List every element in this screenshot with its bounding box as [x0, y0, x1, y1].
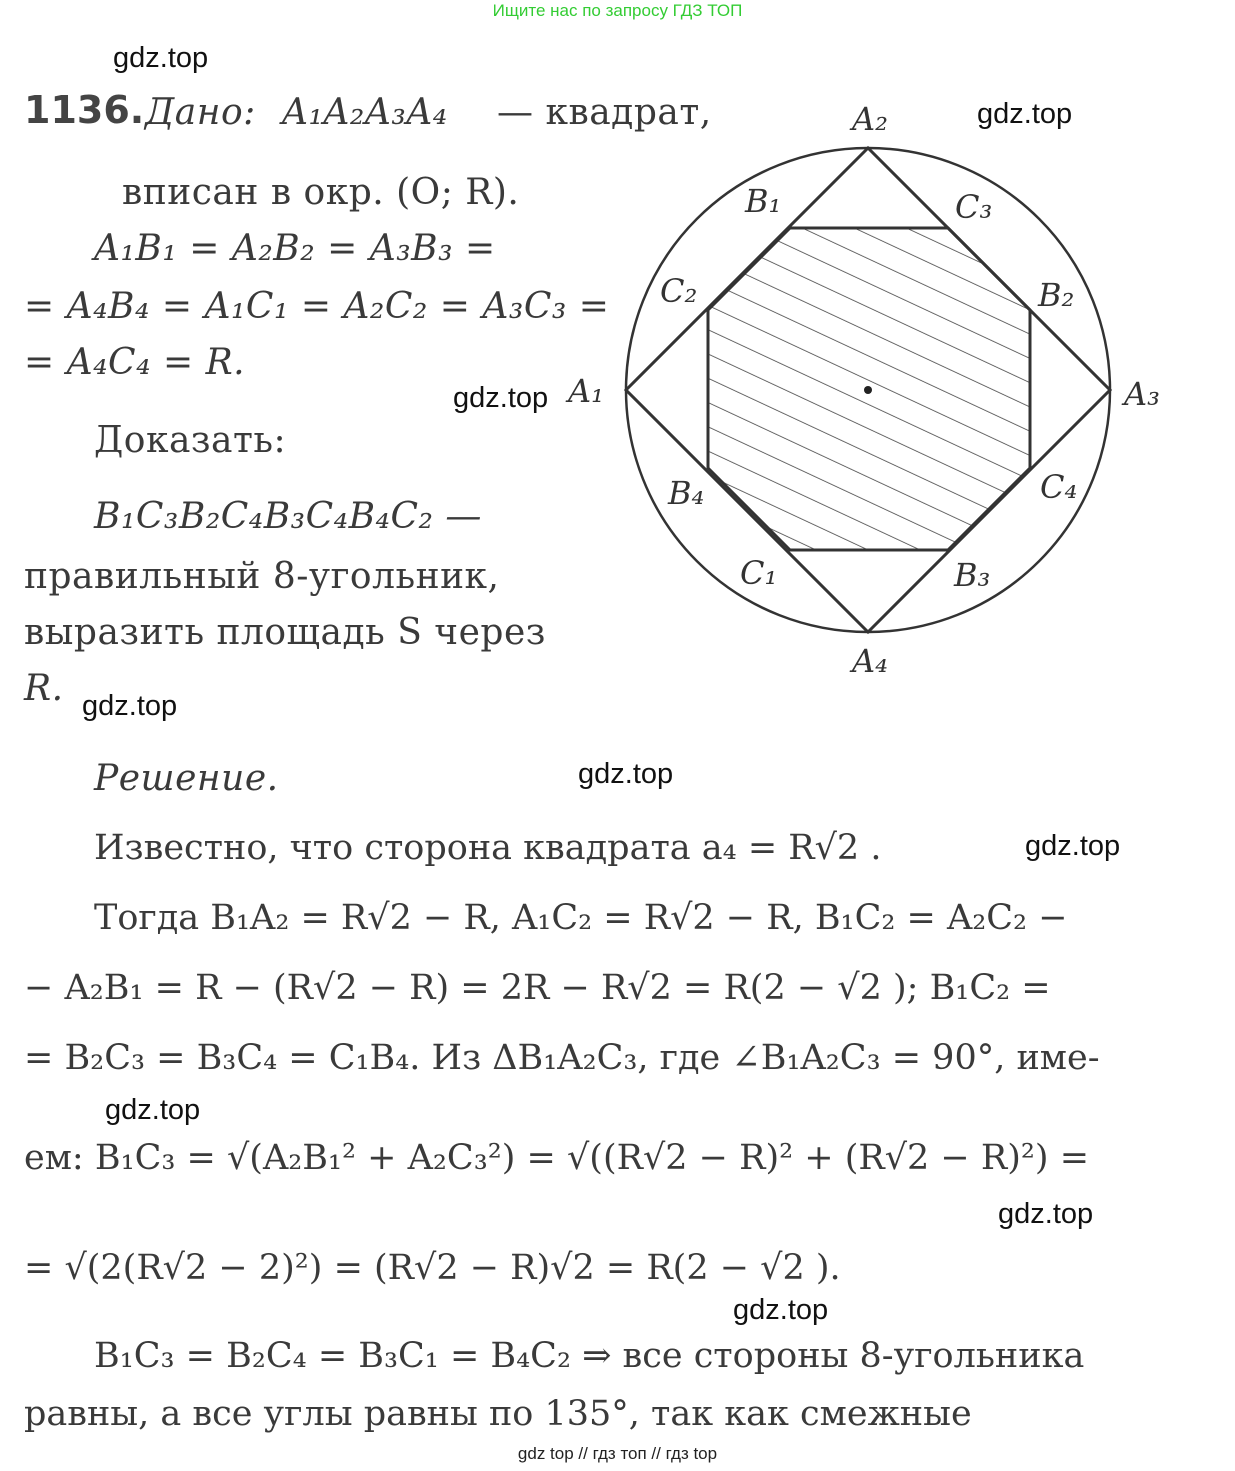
label-B4: B₄	[668, 474, 705, 512]
watermark: gdz.top	[998, 1198, 1094, 1230]
label-C3: C₃	[955, 188, 993, 226]
solution-line-6: = √(2(R√2 − 2)²) = (R√2 − R)√2 = R(2 − √2 ).	[24, 1248, 841, 1288]
given-eq1: A₁B₁ = A₂B₂ = A₃B₃ =	[94, 228, 496, 269]
label-B2: B₂	[1038, 276, 1075, 314]
given-square: A₁A₂A₃A₄	[282, 92, 448, 133]
solution-line-2: Тогда B₁A₂ = R√2 − R, A₁C₂ = R√2 − R, B₁C₂ = A₂C₂ −	[94, 898, 1068, 938]
watermark: gdz.top	[733, 1294, 829, 1326]
watermark: gdz.top	[578, 758, 674, 790]
label-A3: A₃	[1124, 375, 1160, 413]
solution-line-1: Известно, что сторона квадрата a₄ = R√2 .	[94, 828, 882, 868]
solution-line-7: B₁C₃ = B₂C₄ = B₃C₁ = B₄C₂ ⇒ все стороны 8-угольника	[94, 1336, 1085, 1376]
solution-line-8: равны, а все углы равны по 135°, так как смежные	[24, 1394, 972, 1434]
solution-line-4: = B₂C₃ = B₃C₄ = C₁B₄. Из ΔB₁A₂C₃, где ∠B₁A₂C₃ = 90°, име-	[24, 1038, 1100, 1078]
given-line2: вписан в окр. (O; R).	[122, 172, 520, 213]
geometry-figure	[560, 90, 1190, 700]
solution-line-5: ем: B₁C₃ = √(A₂B₁² + A₂C₃²) = √((R√2 − R)² + (R√2 − R)²) =	[24, 1138, 1090, 1178]
label-B3: B₃	[954, 556, 991, 594]
search-banner[interactable]: Ищите нас по запросу ГДЗ ТОП	[492, 1, 743, 20]
label-C4: C₄	[1040, 468, 1078, 506]
given-label: Дано:	[145, 92, 256, 133]
problem-number: 1136.	[24, 88, 145, 132]
watermark: gdz.top	[82, 690, 178, 722]
center-point	[864, 386, 872, 394]
label-A4: A₄	[852, 642, 888, 680]
label-C1: C₁	[740, 554, 778, 592]
prove-line4: R.	[24, 668, 64, 709]
prove-line3: выразить площадь S через	[24, 612, 546, 653]
prove-label: Доказать:	[94, 420, 287, 461]
prove-octagon: B₁C₃B₂C₄B₃C₄B₄C₂ —	[94, 496, 482, 537]
watermark: gdz.top	[105, 1094, 201, 1126]
label-A2: A₂	[852, 100, 888, 138]
given-eq2: = A₄B₄ = A₁C₁ = A₂C₂ = A₃C₃ =	[24, 286, 610, 327]
label-C2: C₂	[660, 272, 698, 310]
label-A1: A₁	[568, 372, 604, 410]
given-eq3: = A₄C₄ = R.	[24, 342, 246, 383]
prove-line2: правильный 8-угольник,	[24, 556, 500, 597]
watermark: gdz.top	[453, 382, 549, 414]
footer-links[interactable]: gdz top // гдз топ // гдз top	[517, 1444, 718, 1463]
solution-line-3: − A₂B₁ = R − (R√2 − R) = 2R − R√2 = R(2 − √2 ); B₁C₂ =	[24, 968, 1051, 1008]
watermark: gdz.top	[977, 98, 1073, 130]
label-B1: B₁	[745, 182, 782, 220]
solution-label: Решение.	[94, 758, 279, 799]
watermark: gdz.top	[1025, 830, 1121, 862]
watermark: gdz.top	[113, 42, 209, 74]
given-rest: — квадрат,	[497, 92, 712, 133]
